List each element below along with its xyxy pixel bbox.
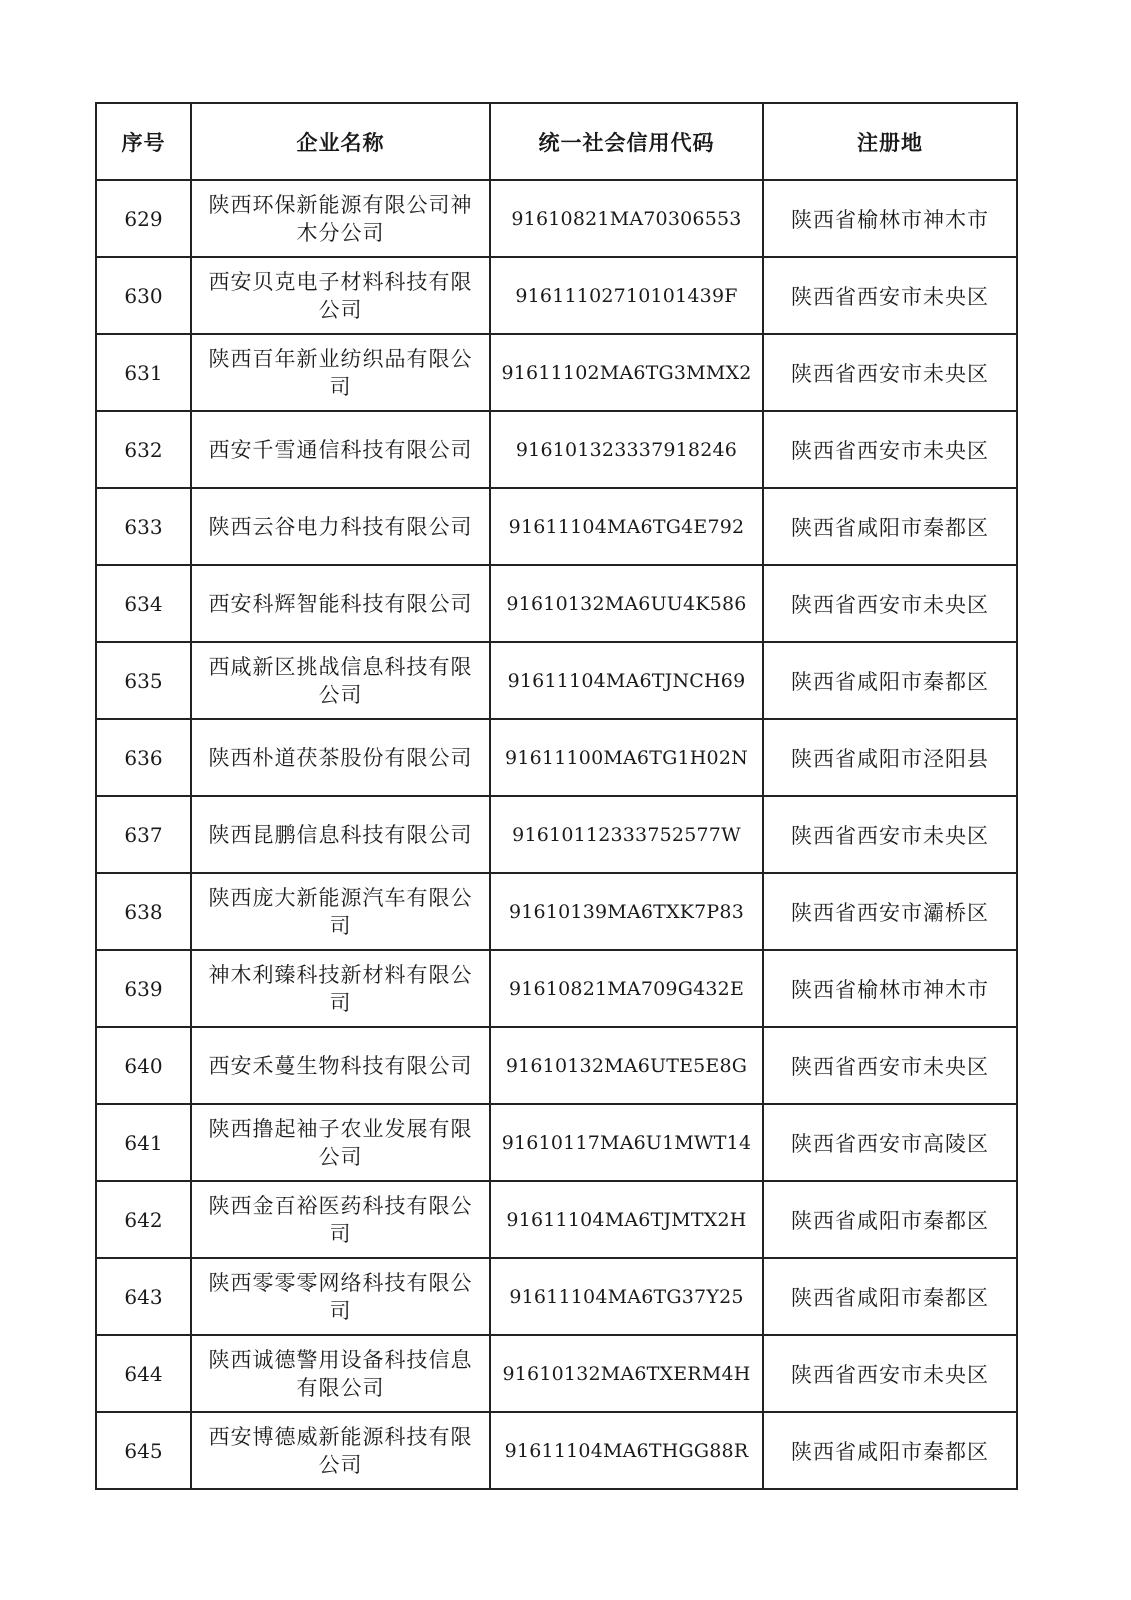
row-registered-location: 陕西省咸阳市秦都区 — [763, 1412, 1017, 1489]
row-registered-location: 陕西省西安市未央区 — [763, 334, 1017, 411]
row-registered-location: 陕西省榆林市神木市 — [763, 180, 1017, 257]
row-seq: 638 — [96, 873, 191, 950]
row-seq: 643 — [96, 1258, 191, 1335]
table-row — [96, 180, 1017, 257]
row-company-name: 西安博德威新能源科技有限公司 — [191, 1412, 490, 1489]
row-credit-code: 91610132MA6UU4K586 — [490, 565, 763, 642]
row-seq: 641 — [96, 1104, 191, 1181]
row-registered-location: 陕西省西安市高陵区 — [763, 1104, 1017, 1181]
row-company-name: 陕西金百裕医药科技有限公司 — [191, 1181, 490, 1258]
row-company-name: 陕西诚德警用设备科技信息有限公司 — [191, 1335, 490, 1412]
header-credit-code: 统一社会信用代码 — [490, 103, 763, 180]
row-registered-location: 陕西省西安市未央区 — [763, 1335, 1017, 1412]
header-registered-location: 注册地 — [763, 103, 1017, 180]
row-registered-location: 陕西省咸阳市秦都区 — [763, 642, 1017, 719]
table-row — [96, 1258, 1017, 1335]
table-row — [96, 1335, 1017, 1412]
table-body — [96, 180, 1017, 1489]
row-credit-code: 91611104MA6TJMTX2H — [490, 1181, 763, 1258]
row-credit-code: 91610112333752577W — [490, 796, 763, 873]
row-credit-code: 916101323337918246 — [490, 411, 763, 488]
row-seq: 632 — [96, 411, 191, 488]
row-company-name: 西安贝克电子材料科技有限公司 — [191, 257, 490, 334]
row-credit-code: 91610117MA6U1MWT14 — [490, 1104, 763, 1181]
row-registered-location: 陕西省咸阳市秦都区 — [763, 1258, 1017, 1335]
row-company-name: 陕西庞大新能源汽车有限公司 — [191, 873, 490, 950]
row-credit-code: 91611104MA6THGG88R — [490, 1412, 763, 1489]
row-company-name: 陕西零零零网络科技有限公司 — [191, 1258, 490, 1335]
row-company-name: 陕西朴道茯茶股份有限公司 — [191, 719, 490, 796]
table-row — [96, 488, 1017, 565]
row-registered-location: 陕西省西安市未央区 — [763, 565, 1017, 642]
row-credit-code: 91610821MA709G432E — [490, 950, 763, 1027]
row-credit-code: 91611104MA6TJNCH69 — [490, 642, 763, 719]
table-row — [96, 796, 1017, 873]
row-registered-location: 陕西省咸阳市秦都区 — [763, 1181, 1017, 1258]
row-credit-code: 91610132MA6TXERM4H — [490, 1335, 763, 1412]
header-seq: 序号 — [96, 103, 191, 180]
row-credit-code: 91611100MA6TG1H02N — [490, 719, 763, 796]
row-company-name: 陕西百年新业纺织品有限公司 — [191, 334, 490, 411]
row-credit-code: 91611104MA6TG37Y25 — [490, 1258, 763, 1335]
row-seq: 635 — [96, 642, 191, 719]
row-credit-code: 91611102MA6TG3MMX2 — [490, 334, 763, 411]
row-company-name: 西咸新区挑战信息科技有限公司 — [191, 642, 490, 719]
row-seq: 633 — [96, 488, 191, 565]
row-company-name: 神木利臻科技新材料有限公司 — [191, 950, 490, 1027]
row-registered-location: 陕西省榆林市神木市 — [763, 950, 1017, 1027]
row-credit-code: 91610132MA6UTE5E8G — [490, 1027, 763, 1104]
row-credit-code: 91610821MA70306553 — [490, 180, 763, 257]
row-seq: 645 — [96, 1412, 191, 1489]
row-seq: 637 — [96, 796, 191, 873]
row-registered-location: 陕西省咸阳市泾阳县 — [763, 719, 1017, 796]
row-seq: 630 — [96, 257, 191, 334]
row-registered-location: 陕西省西安市未央区 — [763, 257, 1017, 334]
row-seq: 629 — [96, 180, 191, 257]
table-row — [96, 719, 1017, 796]
table-row — [96, 873, 1017, 950]
row-credit-code: 916111027101014​39F — [490, 257, 763, 334]
row-company-name: 西安科辉智能科技有限公司 — [191, 565, 490, 642]
row-company-name: 西安禾蔓生物科技有限公司 — [191, 1027, 490, 1104]
table-row — [96, 642, 1017, 719]
row-seq: 636 — [96, 719, 191, 796]
table-row — [96, 1181, 1017, 1258]
row-seq: 631 — [96, 334, 191, 411]
row-company-name: 西安千雪通信科技有限公司 — [191, 411, 490, 488]
row-company-name: 陕西昆鹏信息科技有限公司 — [191, 796, 490, 873]
row-credit-code: 91610139MA6TXK7P83 — [490, 873, 763, 950]
row-seq: 642 — [96, 1181, 191, 1258]
table-row — [96, 411, 1017, 488]
table-row — [96, 1027, 1017, 1104]
table-row — [96, 1412, 1017, 1489]
enterprise-table — [95, 102, 1018, 1490]
row-company-name: 陕西环保新能源有限公司神木分公司 — [191, 180, 490, 257]
row-seq: 640 — [96, 1027, 191, 1104]
row-registered-location: 陕西省咸阳市秦都区 — [763, 488, 1017, 565]
row-registered-location: 陕西省西安市未央区 — [763, 796, 1017, 873]
header-company-name: 企业名称 — [191, 103, 490, 180]
row-seq: 639 — [96, 950, 191, 1027]
row-credit-code: 91611104MA6TG4E792 — [490, 488, 763, 565]
row-seq: 634 — [96, 565, 191, 642]
row-company-name: 陕西撸起袖子农业发展有限公司 — [191, 1104, 490, 1181]
row-registered-location: 陕西省西安市未央区 — [763, 1027, 1017, 1104]
table-row — [96, 1104, 1017, 1181]
table-row — [96, 334, 1017, 411]
row-company-name: 陕西云谷电力科技有限公司 — [191, 488, 490, 565]
table-header-row — [96, 103, 1017, 180]
table-row — [96, 950, 1017, 1027]
row-registered-location: 陕西省西安市灞桥区 — [763, 873, 1017, 950]
row-seq: 644 — [96, 1335, 191, 1412]
row-registered-location: 陕西省西安市未央区 — [763, 411, 1017, 488]
table-row — [96, 565, 1017, 642]
table-row — [96, 257, 1017, 334]
